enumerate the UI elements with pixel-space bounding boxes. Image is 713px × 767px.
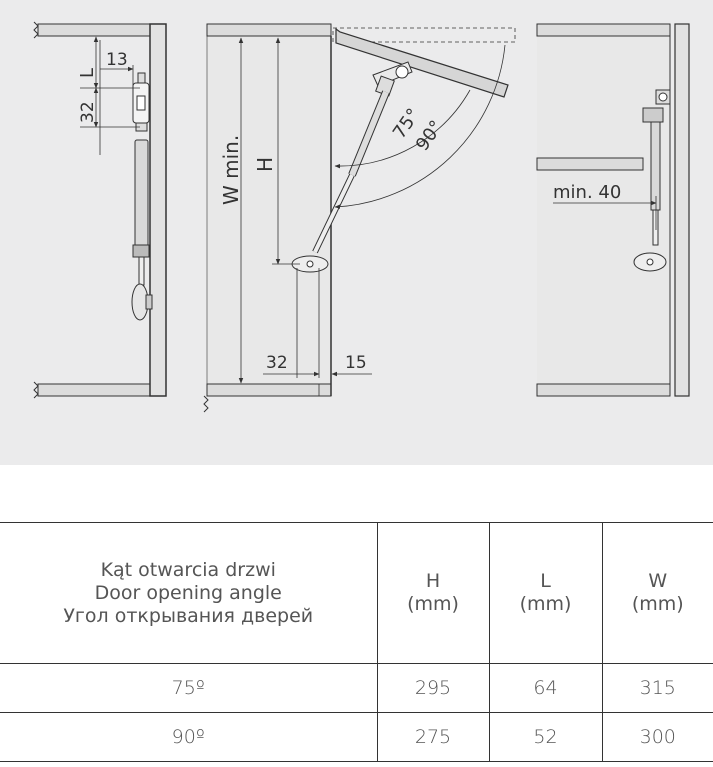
dim-L-label: L xyxy=(77,67,98,78)
dim-13-label: 13 xyxy=(106,50,128,70)
dim-32-left-label: 32 xyxy=(78,101,98,123)
spec-table xyxy=(0,522,713,762)
header-angle-ru: Угол открывания дверей xyxy=(63,604,314,627)
left-side-panel xyxy=(150,24,166,396)
row-l-cell: 64 xyxy=(489,664,602,713)
left-gas-strut xyxy=(132,73,152,320)
left-top-panel xyxy=(38,24,150,36)
table-row xyxy=(0,713,713,762)
row-angle-cell: 75º xyxy=(0,664,377,713)
header-w xyxy=(602,523,713,664)
left-bottom-panel xyxy=(38,384,150,396)
dim-min-40-label: min. 40 xyxy=(553,182,622,203)
left-view xyxy=(34,22,166,398)
header-l xyxy=(489,523,602,664)
table-row xyxy=(0,664,713,713)
header-angle-en: Door opening angle xyxy=(94,581,282,604)
header-l-label: L xyxy=(540,570,551,592)
dim-W-min-label: W min. xyxy=(219,134,243,205)
row-l-cell: 52 xyxy=(489,713,602,762)
header-w-label: W xyxy=(648,570,668,592)
right-cabinet xyxy=(537,24,670,396)
dim-H-label: H xyxy=(253,156,277,172)
header-h xyxy=(377,523,489,664)
header-l-unit: (mm) xyxy=(519,593,572,615)
angle-75-label: 75° xyxy=(388,104,425,143)
middle-view xyxy=(204,24,515,412)
row-w-cell: 300 xyxy=(602,713,713,762)
angle-90-label: 90° xyxy=(411,116,448,155)
right-door-front xyxy=(675,24,689,396)
row-h-cell: 295 xyxy=(377,664,489,713)
header-angle xyxy=(0,523,377,664)
dim-15-label: 15 xyxy=(345,353,367,373)
middle-cabinet xyxy=(207,24,331,396)
row-h-cell: 275 xyxy=(377,713,489,762)
header-h-unit: (mm) xyxy=(407,593,459,615)
opened-door xyxy=(336,29,508,97)
row-angle-cell: 90º xyxy=(0,713,377,762)
right-shelf xyxy=(537,158,643,170)
table-header-row xyxy=(0,523,713,664)
header-h-label: H xyxy=(425,570,441,592)
right-view xyxy=(537,24,689,396)
header-angle-pl: Kąt otwarcia drzwi xyxy=(100,558,276,581)
header-w-unit: (mm) xyxy=(631,593,684,615)
row-w-cell: 315 xyxy=(602,664,713,713)
dim-32-bottom-label: 32 xyxy=(266,353,288,373)
